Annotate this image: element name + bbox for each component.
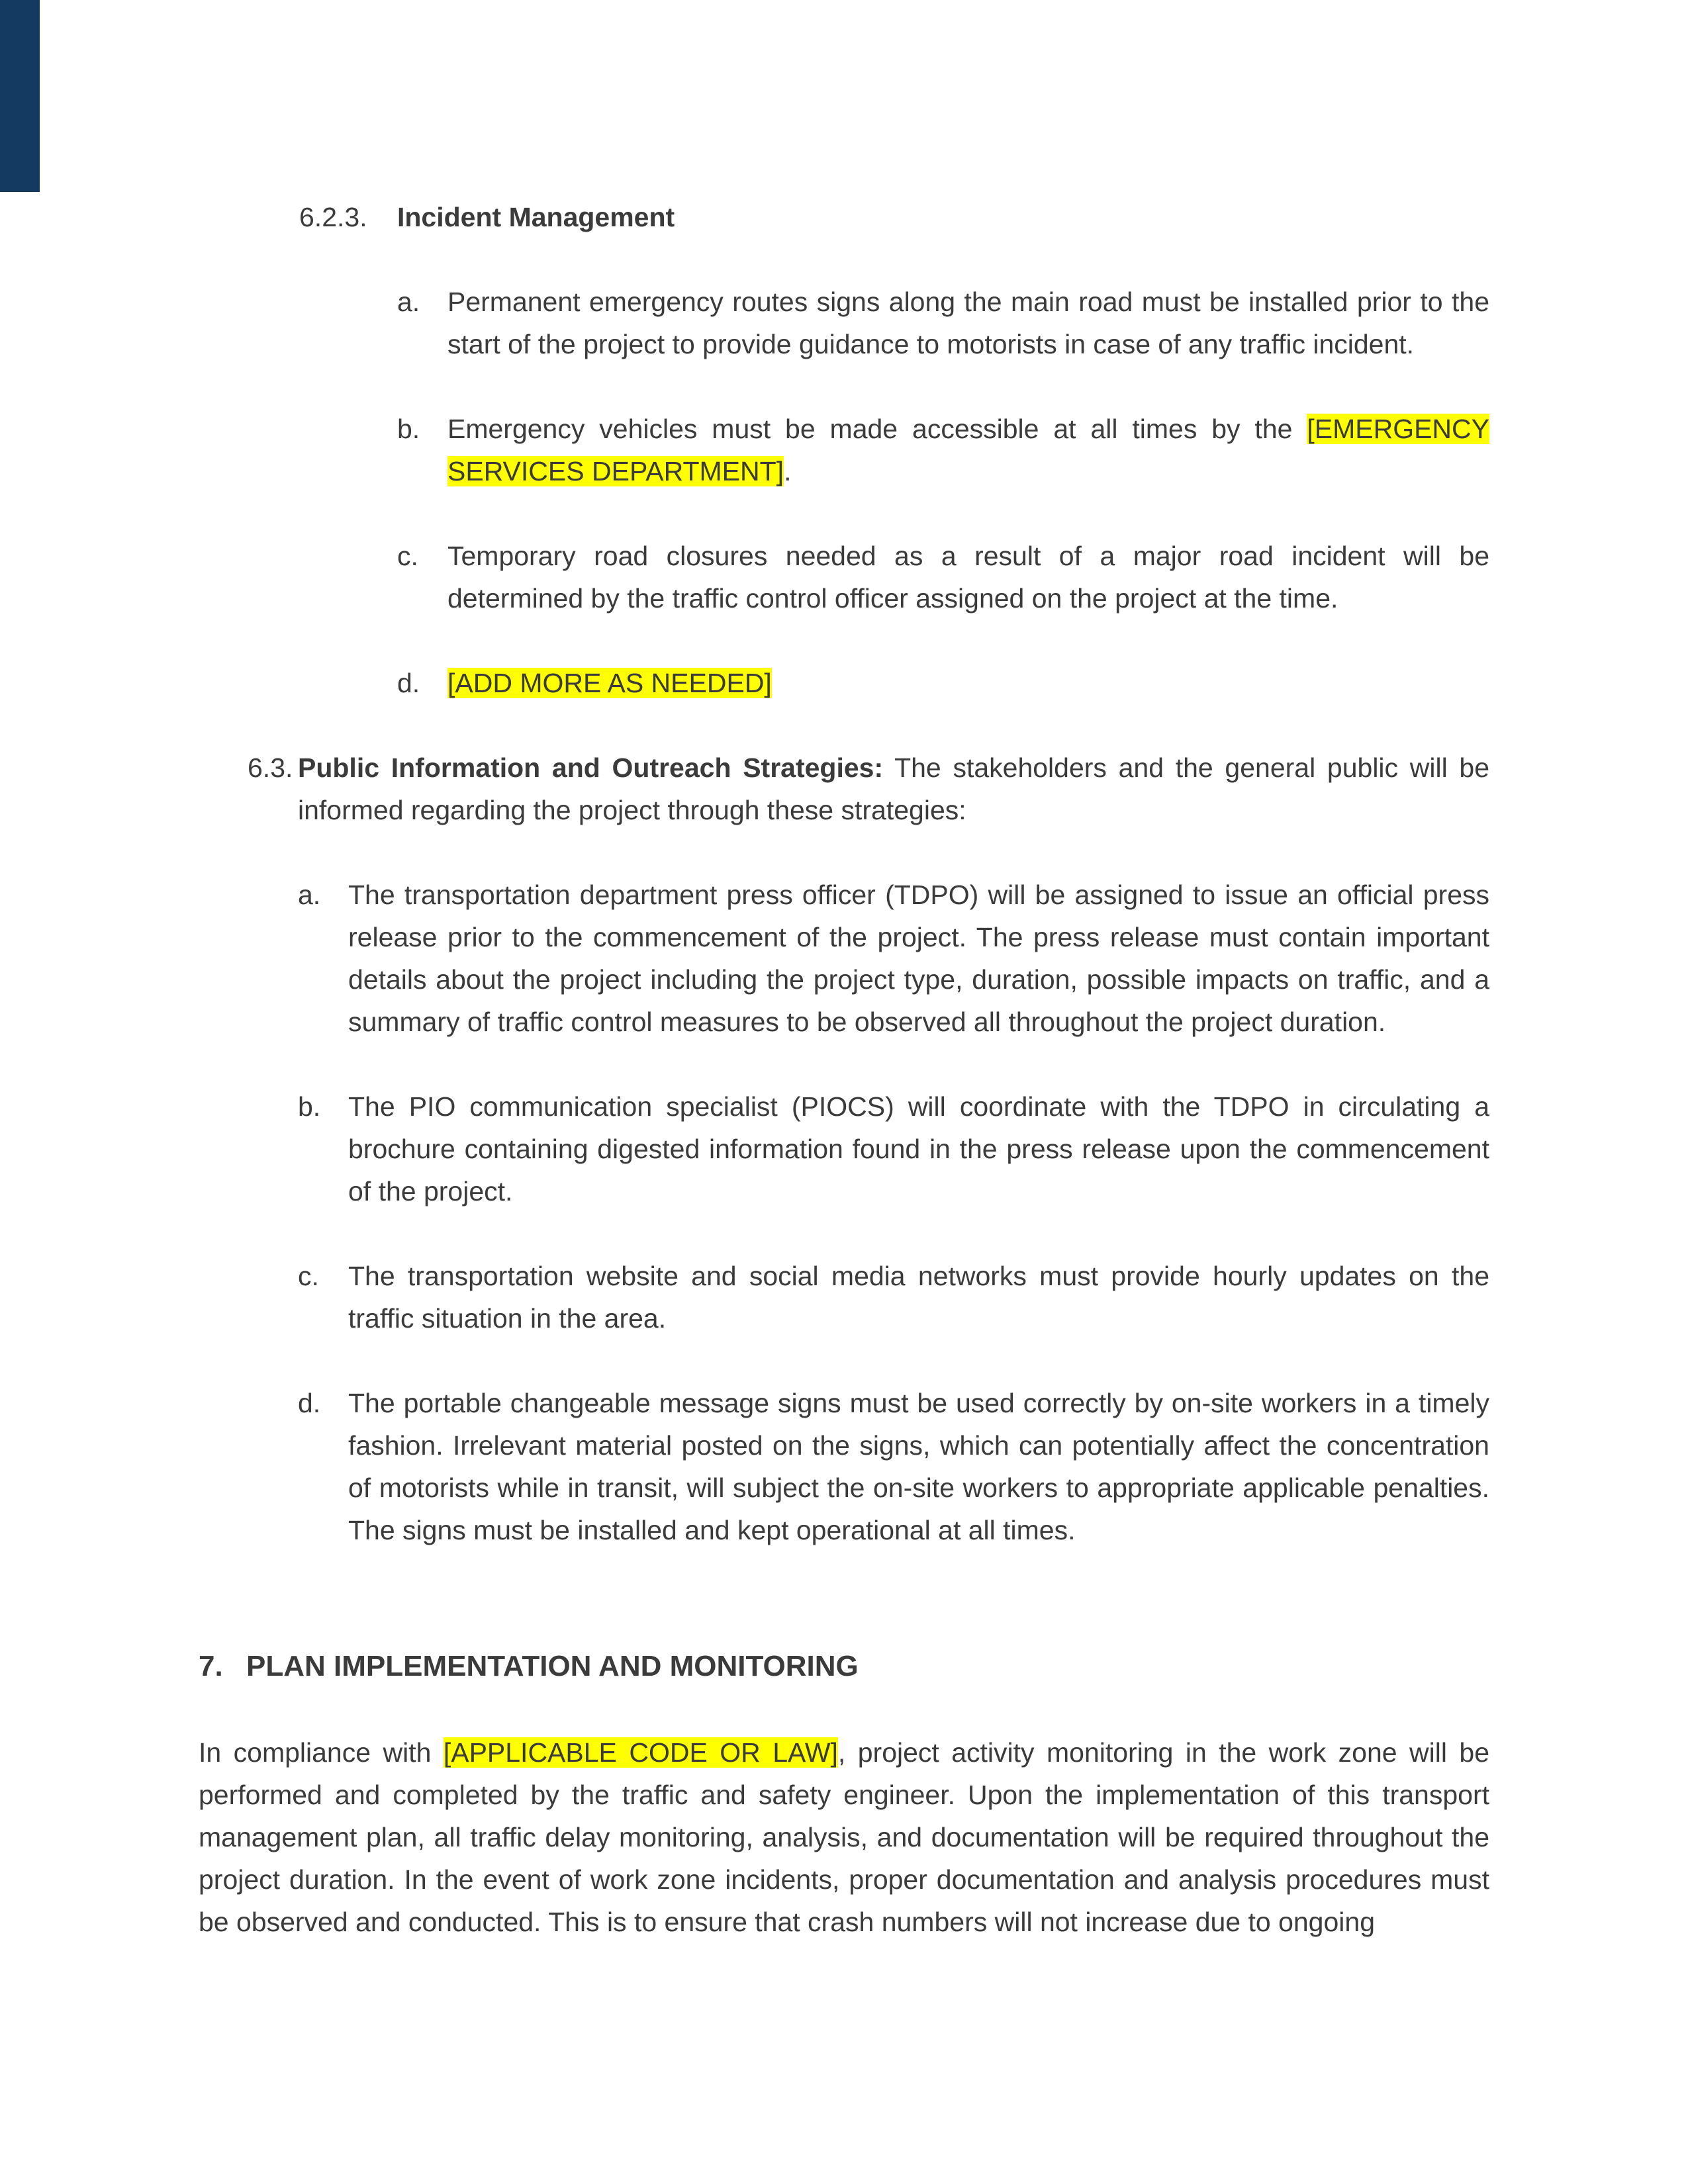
- section-7-paragraph: [199, 1731, 1489, 1943]
- placeholder-highlight: [ADD MORE AS NEEDED]: [447, 668, 772, 698]
- list-item-text: Permanent emergency routes signs along the main road must be installed prior to the start of the project to provide guidance to motorists in case of any traffic incident.: [447, 287, 1489, 359]
- placeholder-highlight: [EMERGENCY SERVICES DEPARTMENT]: [447, 414, 1489, 486]
- list-marker: b.: [397, 414, 420, 444]
- list-marker: c.: [397, 541, 418, 571]
- list-marker: a.: [397, 287, 420, 317]
- list-marker: a.: [298, 880, 321, 910]
- list-item-text-before: Emergency vehicles must be made accessible at all times by the: [447, 414, 1307, 444]
- subsection-number: 6.2.3.: [299, 202, 367, 232]
- section-number: 6.3.: [248, 752, 293, 783]
- list-marker: b.: [298, 1091, 321, 1122]
- section-intro: The stakeholders and the general public will be informed regarding the project through these strategies:: [298, 752, 1489, 825]
- list-item-text: [447, 662, 1489, 704]
- paragraph-text-before: In compliance with: [199, 1737, 444, 1768]
- list-item-text: The transportation department press officer (TDPO) will be assigned to issue an official press release prior to the commencement of the project. The press release must contain important details about the project including the project type, duration, possible impacts on traffic, and a summary of traffic control measures to be observed all throughout the project duration.: [348, 880, 1489, 1037]
- list-item-text-after: .: [784, 456, 792, 486]
- placeholder-highlight: [APPLICABLE CODE OR LAW]: [443, 1737, 838, 1768]
- list-item-text: Temporary road closures needed as a result of a major road incident will be determined by the traffic control officer assigned on the project at the time.: [447, 541, 1489, 614]
- section-title: Public Information and Outreach Strategies:: [298, 752, 884, 783]
- list-marker: d.: [298, 1388, 321, 1418]
- list-marker: c.: [298, 1261, 319, 1291]
- list-item-text: The transportation website and social media networks must provide hourly updates on the traffic situation in the area.: [348, 1261, 1489, 1334]
- header-accent-bar: [0, 0, 40, 192]
- section-intro-text: [298, 747, 1489, 831]
- paragraph-text-after: , project activity monitoring in the work zone will be performed and completed by the traffic and safety engineer. Upon the implementation of this transport management plan, all traffic delay monitoring, analysis, and documentation will be required throughout the project duration. In the event of work zone incidents, proper documentation and analysis procedures must be observed and conducted. This is to ensure that crash numbers will not increase due to ongoing: [199, 1737, 1489, 1937]
- list-item-text: The PIO communication specialist (PIOCS) will coordinate with the TDPO in circulating a brochure containing digested information found in the press release upon the commencement of the project.: [348, 1091, 1489, 1206]
- section-title: PLAN IMPLEMENTATION AND MONITORING: [246, 1650, 859, 1682]
- list-marker: d.: [397, 668, 420, 698]
- section-number: 7.: [199, 1650, 223, 1682]
- list-item-text: [447, 408, 1489, 492]
- list-item-text: The portable changeable message signs must be used correctly by on-site workers in a timely fashion. Irrelevant material posted on the signs, which can potentially affect the concentration of motorists while in transit, will subject the on-site workers to appropriate applicable penalties. The signs must be installed and kept operational at all times.: [348, 1388, 1489, 1545]
- subsection-title: Incident Management: [397, 202, 675, 232]
